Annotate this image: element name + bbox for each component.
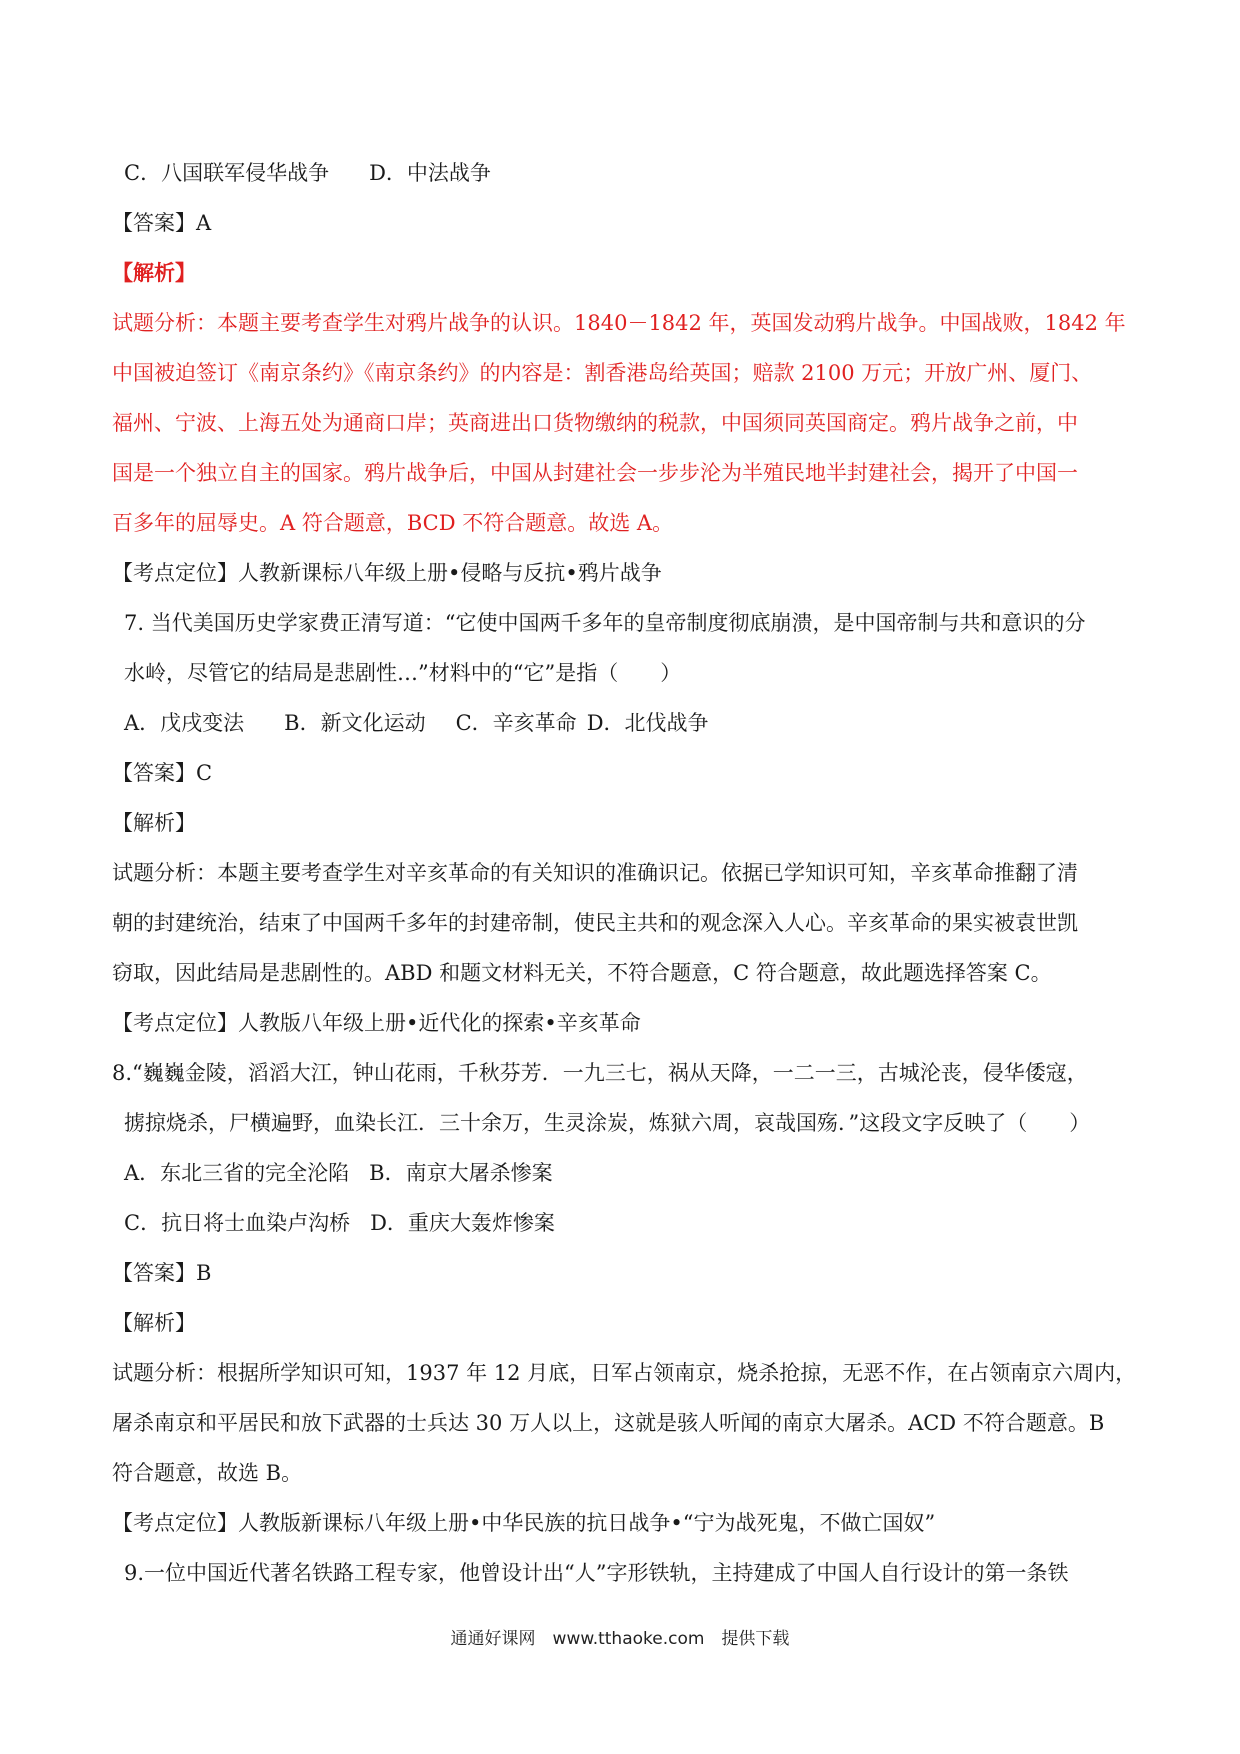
q7-options	[112, 698, 1142, 748]
q6-options-cd	[112, 148, 1142, 198]
q7-option-c: C．辛亥革命	[455, 711, 577, 735]
q6-option-c: C．八国联军侵华战争	[124, 161, 330, 185]
q8-point: 【考点定位】人教版新课标八年级上册•中华民族的抗日战争•“宁为战死鬼，不做亡国奴”	[112, 1511, 936, 1535]
document-content	[112, 148, 1142, 1598]
q7-option-a: A．戊戌变法	[124, 711, 245, 735]
q8-option-b: B．南京大屠杀惨案	[369, 1161, 553, 1185]
q6-analysis-line: 中国被迫签订《南京条约》《南京条约》的内容是：割香港岛给英国；赔款 2100 万元；开放广州、厦门、	[112, 361, 1093, 385]
q8-option-d: D．重庆大轰炸惨案	[370, 1211, 555, 1235]
q8-options-ab	[112, 1148, 1142, 1198]
q7-option-b: B．新文化运动	[284, 711, 426, 735]
q8-analysis-line: 试题分析：根据所学知识可知，1937 年 12 月底，日军占领南京，烧杀抢掠，无恶不作，在占领南京六周内，	[112, 1361, 1137, 1385]
q8-analysis-line: 屠杀南京和平居民和放下武器的士兵达 30 万人以上，这就是骇人听闻的南京大屠杀。ACD 不符合题意。B	[112, 1411, 1105, 1435]
q8-option-a: A．东北三省的完全沦陷	[124, 1161, 350, 1185]
q7-stem-line: 水岭，尽管它的结局是悲剧性…”材料中的“它”是指（ ）	[124, 661, 682, 685]
q8-option-c: C．抗日将士血染卢沟桥	[124, 1211, 351, 1235]
q8-analysis-label: 【解析】	[112, 1311, 196, 1335]
q6-analysis-line: 福州、宁波、上海五处为通商口岸；英商进出口货物缴纳的税款，中国须同英国商定。鸦片战争之前，中	[112, 411, 1078, 435]
q8-stem-line: 8.“巍巍金陵，滔滔大江，钟山花雨，千秋芬芳．一九三七，祸从天降，一二一三，古城沦丧，侵华倭寇，	[112, 1061, 1088, 1085]
q7-analysis-label: 【解析】	[112, 811, 196, 835]
q6-option-d: D．中法战争	[369, 161, 491, 185]
q7-stem-line: 7. 当代美国历史学家费正清写道：“它使中国两千多年的皇帝制度彻底崩溃，是中国帝制与共和意识的分	[124, 611, 1086, 635]
q8-analysis-line: 符合题意，故选 B。	[112, 1461, 303, 1485]
q6-analysis-label: 【解析】	[112, 260, 196, 285]
q7-option-d: D．北伐战争	[586, 711, 709, 735]
q6-analysis-line: 国是一个独立自主的国家。鸦片战争后，中国从封建社会一步步沦为半殖民地半封建社会，揭开了中国一	[112, 461, 1078, 485]
q8-answer: 【答案】B	[112, 1261, 212, 1285]
q9-stem-line: 9.一位中国近代著名铁路工程专家，他曾设计出“人”字形铁轨，主持建成了中国人自行设计的第一条铁	[124, 1561, 1069, 1585]
q8-stem-line: 掳掠烧杀，尸横遍野，血染长江．三十余万，生灵涂炭，炼狱六周，哀哉国殇．”这段文字反映了（ ）	[124, 1111, 1091, 1135]
q7-analysis-line: 朝的封建统治，结束了中国两千多年的封建帝制，使民主共和的观念深入人心。辛亥革命的果实被袁世凯	[112, 911, 1078, 935]
q7-answer: 【答案】C	[112, 761, 213, 785]
q6-analysis-line: 试题分析：本题主要考查学生对鸦片战争的认识。1840－1842 年，英国发动鸦片战争。中国战败，1842 年	[112, 311, 1126, 335]
q8-options-cd	[112, 1198, 1142, 1248]
q6-analysis-line: 百多年的屈辱史。A 符合题意，BCD 不符合题意。故选 A。	[112, 511, 674, 535]
q7-analysis-line: 试题分析：本题主要考查学生对辛亥革命的有关知识的准确识记。依据已学知识可知，辛亥革命推翻了清	[112, 861, 1078, 885]
q6-point: 【考点定位】人教新课标八年级上册•侵略与反抗•鸦片战争	[112, 561, 662, 585]
page-footer: 通通好课网 www.tthaoke.com 提供下载	[450, 1629, 790, 1649]
q6-answer: 【答案】A	[112, 211, 212, 235]
q7-point: 【考点定位】人教版八年级上册•近代化的探索•辛亥革命	[112, 1011, 641, 1035]
q7-analysis-line: 窃取，因此结局是悲剧性的。ABD 和题文材料无关，不符合题意，C 符合题意，故此题选择答案 C。	[112, 961, 1052, 985]
